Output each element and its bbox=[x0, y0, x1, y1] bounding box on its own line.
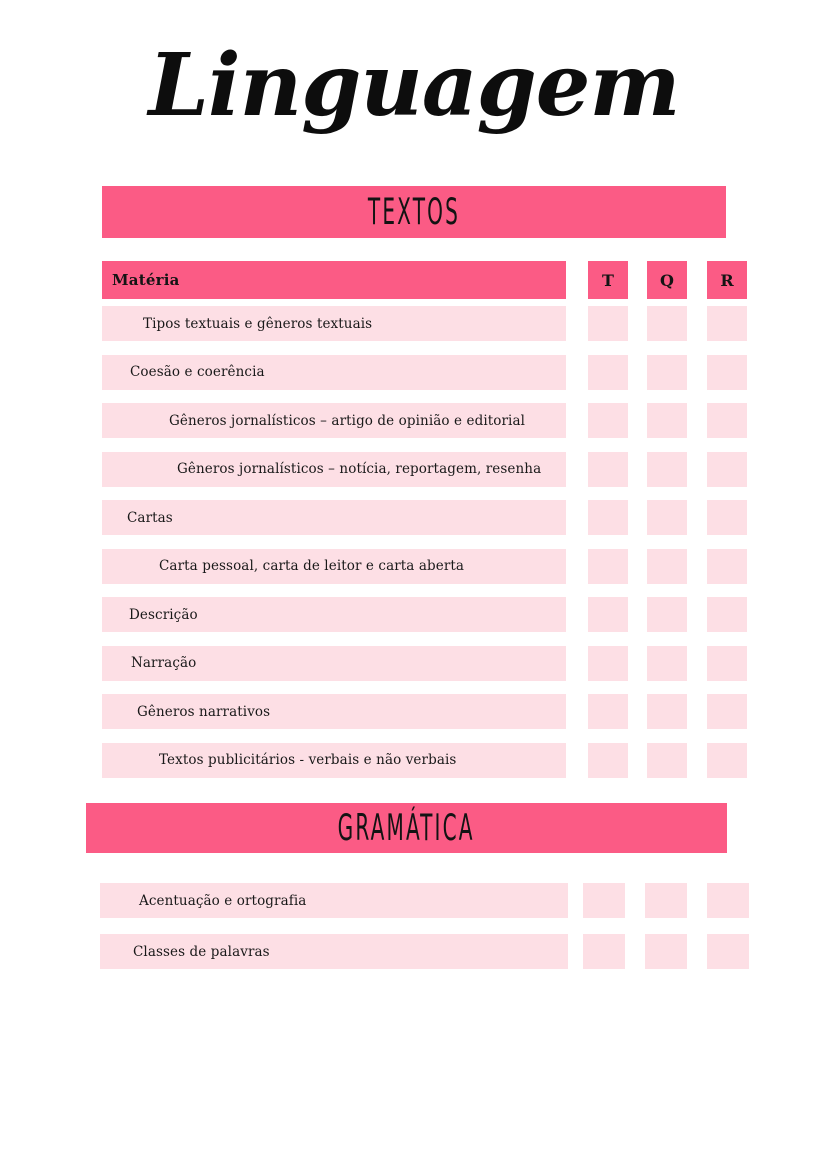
column-header-materia bbox=[102, 261, 566, 299]
checkbox-cell-t[interactable] bbox=[588, 403, 628, 438]
page-title: Linguagem bbox=[148, 35, 680, 136]
column-header-t: T bbox=[588, 261, 628, 299]
checkbox-cell-t[interactable] bbox=[588, 694, 628, 729]
checkbox-cell-q[interactable] bbox=[647, 355, 687, 390]
row-subject-bar[interactable] bbox=[102, 597, 566, 632]
table-row bbox=[0, 597, 828, 632]
checkbox-cell-t[interactable] bbox=[583, 934, 625, 969]
row-subject-bar[interactable] bbox=[102, 549, 566, 584]
section-banner-label: GRAMÁTICA bbox=[337, 806, 476, 850]
checkbox-cell-t[interactable] bbox=[588, 355, 628, 390]
row-subject-bar[interactable] bbox=[102, 694, 566, 729]
row-subject-label: Classes de palavras bbox=[133, 943, 270, 960]
table-row bbox=[0, 403, 828, 438]
checkbox-cell-q[interactable] bbox=[647, 694, 687, 729]
table-row bbox=[0, 743, 828, 778]
row-subject-label: Gêneros jornalísticos – notícia, reportagem, resenha bbox=[177, 461, 542, 477]
section-banner-gramatica bbox=[86, 803, 727, 853]
row-subject-label: Tipos textuais e gêneros textuais bbox=[143, 315, 373, 332]
checkbox-cell-r[interactable] bbox=[707, 452, 747, 487]
table-row bbox=[0, 646, 828, 681]
section-banner-textos bbox=[102, 186, 726, 238]
row-subject-bar[interactable] bbox=[102, 646, 566, 681]
checkbox-cell-t[interactable] bbox=[588, 743, 628, 778]
checkbox-cell-t[interactable] bbox=[588, 452, 628, 487]
checkbox-cell-q[interactable] bbox=[645, 934, 687, 969]
checkbox-cell-r[interactable] bbox=[707, 597, 747, 632]
checkbox-cell-q[interactable] bbox=[647, 306, 687, 341]
checkbox-cell-q[interactable] bbox=[647, 743, 687, 778]
checkbox-cell-q[interactable] bbox=[647, 646, 687, 681]
table-row bbox=[0, 500, 828, 535]
row-subject-bar[interactable] bbox=[102, 743, 566, 778]
row-subject-label: Gêneros narrativos bbox=[137, 703, 271, 720]
section-banner-label: TEXTOS bbox=[367, 190, 461, 234]
checkbox-cell-r[interactable] bbox=[707, 355, 747, 390]
checkbox-cell-q[interactable] bbox=[647, 549, 687, 584]
checkbox-cell-q[interactable] bbox=[647, 597, 687, 632]
row-subject-bar[interactable] bbox=[100, 883, 568, 918]
checkbox-cell-r[interactable] bbox=[707, 500, 747, 535]
row-subject-bar[interactable] bbox=[102, 403, 566, 438]
row-subject-label: Textos publicitários - verbais e não verbais bbox=[159, 752, 457, 768]
checkbox-cell-t[interactable] bbox=[583, 883, 625, 918]
column-header-q: Q bbox=[647, 261, 687, 299]
checkbox-cell-t[interactable] bbox=[588, 597, 628, 632]
row-subject-label: Descrição bbox=[129, 606, 198, 623]
checkbox-cell-q[interactable] bbox=[647, 403, 687, 438]
row-subject-bar[interactable] bbox=[102, 306, 566, 341]
checkbox-cell-r[interactable] bbox=[707, 883, 749, 918]
checkbox-cell-t[interactable] bbox=[588, 549, 628, 584]
checkbox-cell-r[interactable] bbox=[707, 646, 747, 681]
checkbox-cell-t[interactable] bbox=[588, 646, 628, 681]
checkbox-cell-r[interactable] bbox=[707, 743, 747, 778]
row-subject-label: Coesão e coerência bbox=[130, 364, 265, 380]
checkbox-cell-r[interactable] bbox=[707, 306, 747, 341]
table-row bbox=[0, 934, 828, 969]
row-subject-label: Acentuação e ortografia bbox=[139, 892, 307, 909]
row-subject-label: Carta pessoal, carta de leitor e carta aberta bbox=[159, 558, 465, 574]
checkbox-cell-q[interactable] bbox=[647, 452, 687, 487]
table-row bbox=[0, 883, 828, 918]
checkbox-cell-q[interactable] bbox=[645, 883, 687, 918]
row-subject-bar[interactable] bbox=[102, 355, 566, 390]
checkbox-cell-r[interactable] bbox=[707, 549, 747, 584]
table-row bbox=[0, 694, 828, 729]
checkbox-cell-r[interactable] bbox=[707, 694, 747, 729]
checkbox-cell-q[interactable] bbox=[647, 500, 687, 535]
row-subject-label: Cartas bbox=[127, 509, 173, 526]
column-header-r: R bbox=[707, 261, 747, 299]
column-header-materia-label: Matéria bbox=[112, 271, 180, 289]
checkbox-cell-t[interactable] bbox=[588, 306, 628, 341]
checkbox-cell-r[interactable] bbox=[707, 403, 747, 438]
row-subject-label: Narração bbox=[131, 655, 197, 671]
table-column-header bbox=[0, 261, 828, 299]
table-row bbox=[0, 355, 828, 390]
table-row bbox=[0, 549, 828, 584]
checkbox-cell-r[interactable] bbox=[707, 934, 749, 969]
checkbox-cell-t[interactable] bbox=[588, 500, 628, 535]
row-subject-bar[interactable] bbox=[102, 452, 566, 487]
table-row bbox=[0, 306, 828, 341]
row-subject-bar[interactable] bbox=[100, 934, 568, 969]
row-subject-bar[interactable] bbox=[102, 500, 566, 535]
table-row bbox=[0, 452, 828, 487]
row-subject-label: Gêneros jornalísticos – artigo de opinião e editorial bbox=[169, 412, 526, 429]
